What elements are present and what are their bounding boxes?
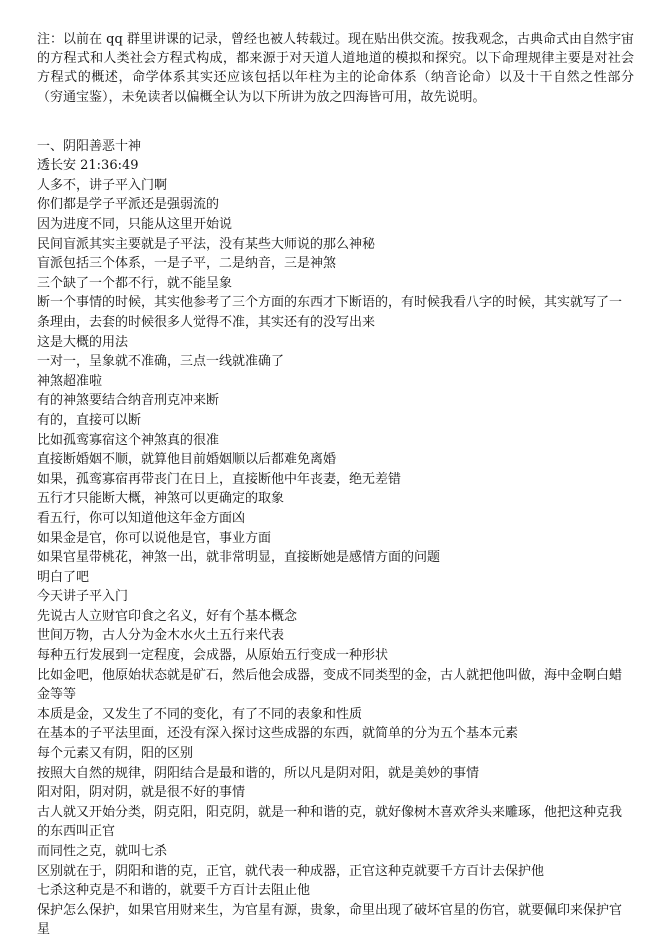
transcript-line: 今天讲子平入门 <box>37 589 129 605</box>
transcript-line: 直接断婚姻不顺，就算他目前婚姻顺以后都难免离婚 <box>37 452 337 468</box>
transcript-line: 古人就又开始分类，阴克阳，阳克阴，就是一种和谐的克，就好像树木喜欢斧头来雕琢，他把这种克我的东西叫正官 <box>37 804 623 840</box>
transcript-line: 你们都是学子平派还是强弱流的 <box>37 197 220 213</box>
transcript-line: 如果官星带桃花，神煞一出，就非常明显，直接断她是感情方面的问题 <box>37 550 441 566</box>
transcript-line: 明白了吧 <box>37 569 90 585</box>
transcript-line: 有的神煞要结合纳音刑克冲来断 <box>37 393 220 409</box>
section-title: 一、阴阳善恶十神 <box>37 138 142 154</box>
transcript-line: 五行才只能断大概，神煞可以更确定的取象 <box>37 491 285 507</box>
transcript-line: 民间盲派其实主要就是子平法，没有某些大师说的那么神秘 <box>37 236 376 252</box>
transcript-line: 每个元素又有阴，阳的区别 <box>37 746 194 762</box>
transcript-line: 在基本的子平法里面，还没有深入探讨这些成器的东西，就简单的分为五个基本元素 <box>37 726 519 742</box>
document-page <box>37 30 634 940</box>
transcript-line: 阳对阳，阴对阴，就是很不好的事情 <box>37 785 246 801</box>
transcript-line: 断一个事情的时候，其实他参考了三个方面的东西才下断语的，有时候我看八字的时候，其实就写了一条理由，去套的时候很多人觉得不准，其实还有的没写出来 <box>37 295 623 330</box>
transcript-line: 按照大自然的规律，阴阳结合是最和谐的，所以凡是阴对阳，就是美妙的事情 <box>37 765 480 781</box>
transcript-line: 看五行，你可以知道他这年金方面凶 <box>37 510 246 526</box>
transcript-line: 盲派包括三个体系，一是子平，二是纳音，三是神煞 <box>37 256 337 272</box>
transcript-line: 七杀这种克是不和谐的，就要千方百计去阻止他 <box>37 883 311 899</box>
transcript-line: 有的，直接可以断 <box>37 412 142 428</box>
transcript-line: 人多不，讲子平入门啊 <box>37 177 168 193</box>
transcript-line: 神煞超准啦 <box>37 373 103 389</box>
transcript-line: 这是大概的用法 <box>37 334 129 350</box>
transcript-line: 因为进度不同，只能从这里开始说 <box>37 217 233 232</box>
transcript-line: 而同性之克，就叫七杀 <box>37 844 168 859</box>
transcript-line: 比如孤鸾寡宿这个神煞真的很准 <box>37 432 220 448</box>
transcript-line: 每种五行发展到一定程度，会成器，从原始五行变成一种形状 <box>37 648 389 664</box>
transcript-line: 世间万物，古人分为金木水火土五行来代表 <box>37 628 285 644</box>
transcript-line: 如果，孤鸾寡宿再带丧门在日上，直接断他中年丧妻，绝无差错 <box>37 471 402 487</box>
transcript-line: 比如金吧，他原始状态就是矿石，然后他会成器，变成不同类型的金，古人就把他叫做，海中金啊白蜡金等等 <box>37 667 623 703</box>
transcript-line: 透长安 21:36:49 <box>37 158 139 174</box>
transcript-line: 一对一，呈象就不准确，三点一线就准确了 <box>37 354 285 370</box>
transcript-line: 三个缺了一个都不行，就不能呈象 <box>37 275 233 291</box>
transcript-line: 本质是金，又发生了不同的变化，有了不同的表象和性质 <box>37 706 363 722</box>
intro-note: 注：以前在 qq 群里讲课的记录，曾经也被人转载过。现在贴出供交流。按我观念，古典命式由自然宇宙的方程式和人类社会方程式构成，都来源于对天道人道地道的模拟和探究。以下命理规律主要是对社会方程式的概述，命学体系其实还应该包括以年柱为主的论命体系（纳音论命）以及十干自然之性部分（穷通宝鉴），未免读者以偏概全认为以下所讲为放之四海皆可用，故先说明。 <box>37 32 634 105</box>
chat-transcript <box>37 156 634 940</box>
transcript-line: 区别就在于，阴阳和谐的克，正官，就代表一种成器，正官这种克就要千方百计去保护他 <box>37 863 545 879</box>
transcript-line: 先说古人立财官印食之名义，好有个基本概念 <box>37 608 298 624</box>
transcript-line: 如果金是官，你可以说他是官，事业方面 <box>37 530 272 546</box>
transcript-line: 保护怎么保护，如果官用财来生，为官星有源，贵象，命里出现了破坏官星的伤官，就要佩印来保护官星 <box>37 902 623 938</box>
